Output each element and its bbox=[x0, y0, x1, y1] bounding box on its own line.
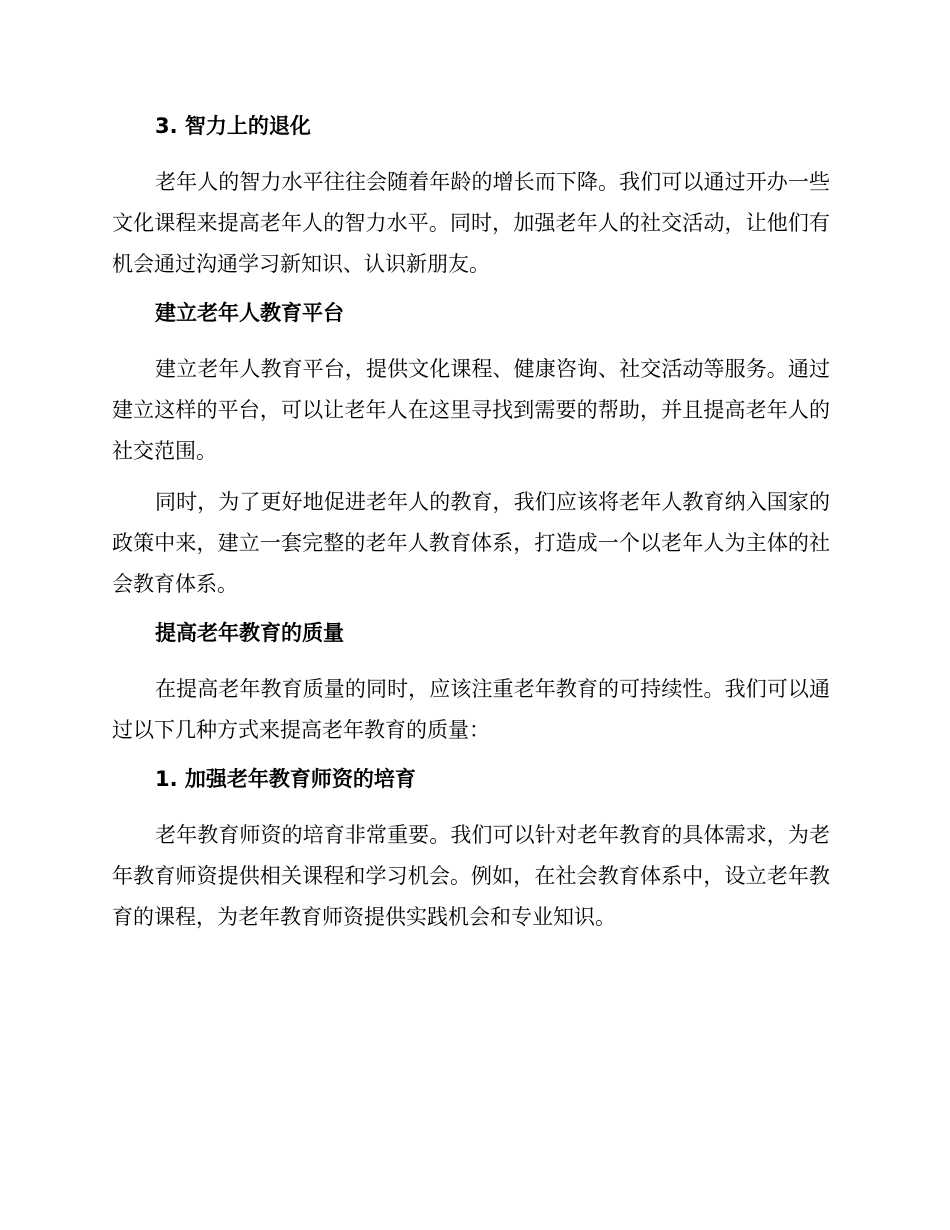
paragraph-education-quality: 在提高老年教育质量的同时，应该注重老年教育的可持续性。我们可以通过以下几种方式来提高老年教育的质量： bbox=[112, 677, 830, 742]
paragraph-teacher-training: 老年教育师资的培育非常重要。我们可以针对老年教育的具体需求，为老年教育师资提供相关课程和学习机会。例如，在社会教育体系中，设立老年教育的课程，为老年教育师资提供实践机会和专业知识。 bbox=[112, 823, 830, 929]
section-heading-education-quality: 提高老年教育的质量 bbox=[155, 621, 344, 645]
section-heading-education-platform: 建立老年人教育平台 bbox=[155, 301, 344, 325]
document-body bbox=[112, 108, 830, 948]
section-heading-teacher-training: 1. 加强老年教育师资的培育 bbox=[155, 767, 416, 791]
section-heading-intellectual-decline: 3. 智力上的退化 bbox=[155, 114, 311, 138]
paragraph-education-policy: 同时，为了更好地促进老年人的教育，我们应该将老年人教育纳入国家的政策中来，建立一套完整的老年人教育体系，打造成一个以老年人为主体的社会教育体系。 bbox=[112, 490, 830, 596]
paragraph-education-platform: 建立老年人教育平台，提供文化课程、健康咨询、社交活动等服务。通过建立这样的平台，可以让老年人在这里寻找到需要的帮助，并且提高老年人的社交范围。 bbox=[112, 357, 830, 463]
paragraph-intellectual-decline: 老年人的智力水平往往会随着年龄的增长而下降。我们可以通过开办一些文化课程来提高老年人的智力水平。同时，加强老年人的社交活动，让他们有机会通过沟通学习新知识、认识新朋友。 bbox=[112, 170, 830, 276]
